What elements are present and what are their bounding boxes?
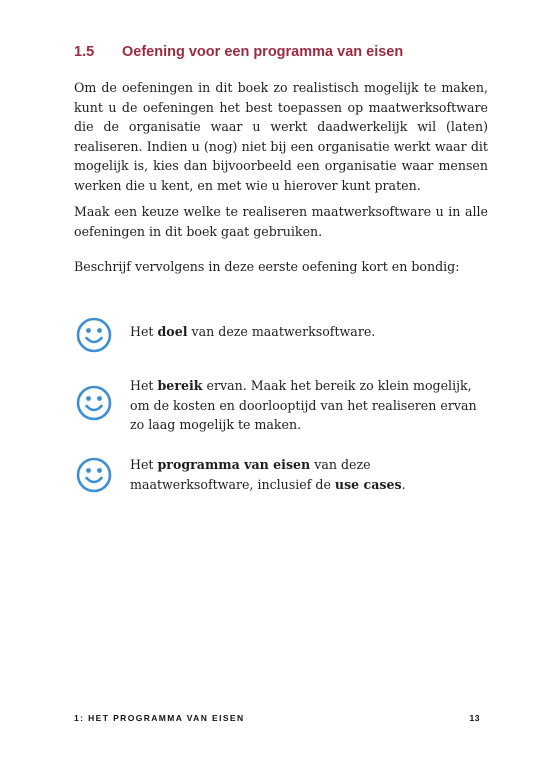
intro-paragraph: Om de oefeningen in dit boek zo realistisch mogelijk te maken, kunt u de oefeningen het best toepassen op maatwerksoftware die de organisatie waar u werkt daadwerkelijk wil (laten) realiseren. Indien u (nog) niet bij een organisatie werkt waar dit mogelijk is, kies dan bijvoorbeeld een organisatie waar mensen werken die u kent, en met wie u hierover kunt praten.	[74, 80, 488, 193]
instruction-paragraph: Beschrijf vervolgens in deze eerste oefening kort en bondig:	[74, 259, 460, 274]
item-text: Het doel van deze maatwerksoftware.	[130, 324, 376, 339]
smiley-icon	[76, 317, 112, 353]
page-number: 13	[469, 713, 480, 723]
section-heading	[74, 44, 514, 60]
item-text: Het programma van eisen van deze maatwerksoftware, inclusief de use cases.	[130, 457, 406, 492]
smiley-icon	[76, 385, 112, 421]
section-number: 1.5	[74, 44, 95, 60]
page-footer	[74, 713, 480, 723]
section-title: Oefening voor een programma van eisen	[122, 44, 404, 60]
choice-paragraph: Maak een keuze welke te realiseren maatwerksoftware u in alle oefeningen in dit boek gaat gebruiken.	[74, 204, 488, 239]
running-footer-chapter: 1: HET PROGRAMMA VAN EISEN	[74, 713, 245, 723]
smiley-icon	[76, 457, 112, 493]
item-text: Het bereik ervan. Maak het bereik zo klein mogelijk, om de kosten en doorlooptijd van het realiseren ervan zo laag mogelijk te maken.	[130, 378, 477, 432]
